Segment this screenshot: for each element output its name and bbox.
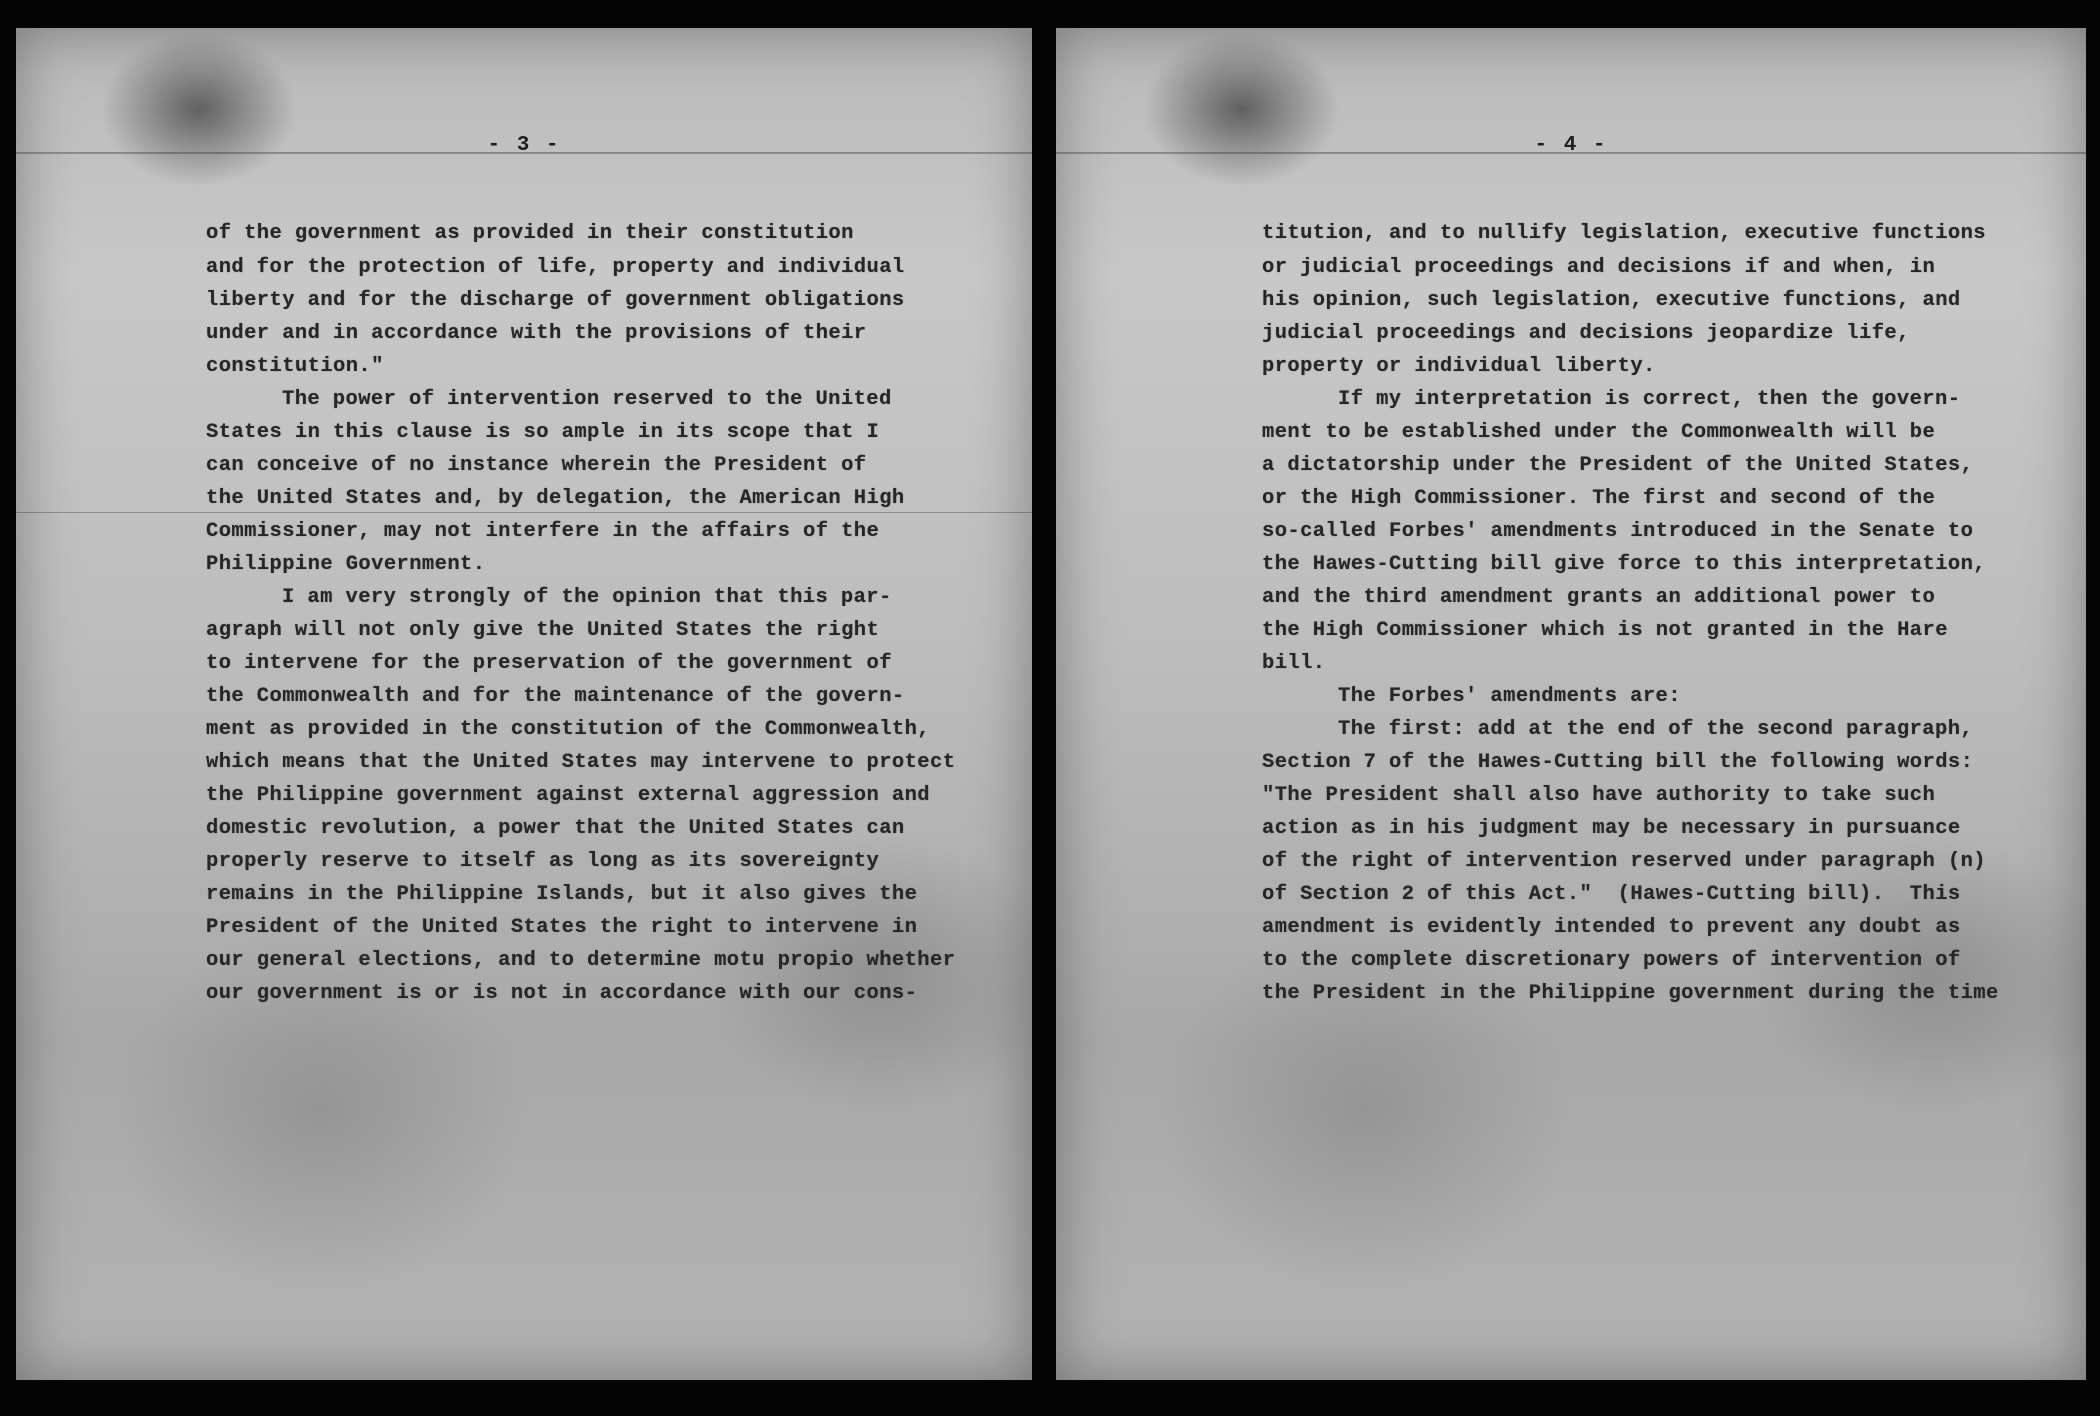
paragraph-start-line: If my interpretation is correct, then the govern- [1338,388,1961,411]
text-line: the Hawes-Cutting bill give force to this interpretation, [1262,553,1987,576]
text-line: titution, and to nullify legislation, executive functions [1262,222,1987,245]
document-page-4 [1056,28,2086,1380]
text-line: constitution." [206,355,384,378]
text-line: judicial proceedings and decisions jeopardize life, [1262,322,1910,345]
text-line: to the complete discretionary powers of intervention of [1262,949,1961,972]
text-line: of the right of intervention reserved under paragraph (n) [1262,850,1987,873]
paragraph-start-line: The first: add at the end of the second paragraph, [1338,718,1974,741]
text-line: a dictatorship under the President of the United States, [1262,454,1974,477]
text-line: liberty and for the discharge of government obligations [206,289,905,312]
page-number: - 4 - [1534,134,1608,157]
text-line: agraph will not only give the United States the right [206,619,880,642]
text-line: property or individual liberty. [1262,355,1656,378]
text-line: ment to be established under the Commonwealth will be [1262,421,1936,444]
text-line: the United States and, by delegation, the American High [206,487,905,510]
text-line: the High Commissioner which is not granted in the Hare [1262,619,1948,642]
text-line: ment as provided in the constitution of the Commonwealth, [206,718,931,741]
text-line: Commissioner, may not interfere in the affairs of the [206,520,880,543]
text-line: domestic revolution, a power that the United States can [206,817,905,840]
text-line: remains in the Philippine Islands, but it also gives the [206,883,918,906]
text-line: the President in the Philippine government during the time [1262,982,1999,1005]
text-line: our general elections, and to determine motu propio whether [206,949,956,972]
text-line: to intervene for the preservation of the government of [206,652,892,675]
text-line: or the High Commissioner. The first and second of the [1262,487,1936,510]
text-line: which means that the United States may intervene to protect [206,751,956,774]
paragraph-start-line: The Forbes' amendments are: [1338,685,1681,708]
document-page-3 [16,28,1032,1380]
text-line: his opinion, such legislation, executive functions, and [1262,289,1961,312]
text-line: or judicial proceedings and decisions if and when, in [1262,256,1936,279]
text-line: Philippine Government. [206,553,486,576]
text-line: so-called Forbes' amendments introduced in the Senate to [1262,520,1974,543]
text-line: President of the United States the right to intervene in [206,916,918,939]
text-line: bill. [1262,652,1326,675]
paragraph-start-line: I am very strongly of the opinion that this par- [282,586,892,609]
paragraph-start-line: The power of intervention reserved to the United [282,388,892,411]
text-line: and the third amendment grants an additional power to [1262,586,1936,609]
text-line: action as in his judgment may be necessary in pursuance [1262,817,1961,840]
text-line: properly reserve to itself as long as its sovereignty [206,850,880,873]
text-line: of the government as provided in their constitution [206,222,854,245]
text-line: "The President shall also have authority to take such [1262,784,1936,807]
text-line: our government is or is not in accordance with our cons- [206,982,918,1005]
text-line: the Philippine government against external aggression and [206,784,931,807]
text-line: and for the protection of life, property and individual [206,256,905,279]
text-line: the Commonwealth and for the maintenance of the govern- [206,685,905,708]
text-line: of Section 2 of this Act." (Hawes-Cutting bill). This [1262,883,1961,906]
text-line: under and in accordance with the provisions of their [206,322,867,345]
text-line: amendment is evidently intended to prevent any doubt as [1262,916,1961,939]
text-line: States in this clause is so ample in its scope that I [206,421,880,444]
text-line: can conceive of no instance wherein the President of [206,454,867,477]
fold-line [16,512,1032,513]
text-line: Section 7 of the Hawes-Cutting bill the following words: [1262,751,1974,774]
page-number: - 3 - [487,134,561,157]
